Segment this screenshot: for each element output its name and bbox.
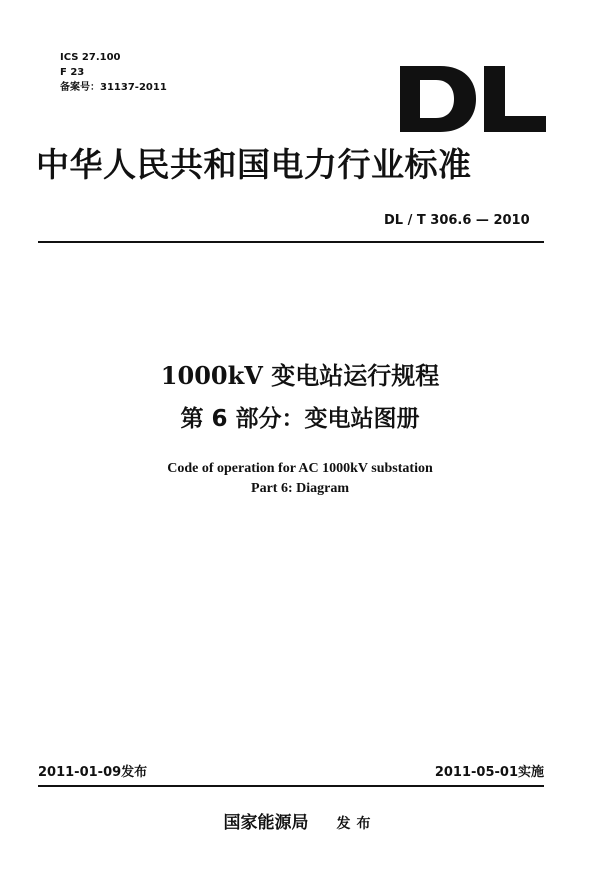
filing-number: 备案号：31137-2011 [60,82,167,93]
document-title-zh-line1: 1000kV 变电站运行规程 [160,361,440,390]
ics-code: ICS 27.100 [60,52,121,63]
publisher-name: 国家能源局 [223,813,309,833]
document-title-en-line2: Part 6: Diagram [251,481,349,496]
logo-letter-l [484,66,546,132]
logo-letter-d [400,66,476,132]
document-title-zh-line2: 第 6 部分：变电站图册 [180,406,420,432]
document-title-en-line1: Code of operation for AC 1000kV substation [167,461,433,476]
dl-logo-graphic [398,64,548,134]
dl-logo [398,64,548,134]
footer-divider [38,785,544,787]
issue-date: 2011-01-09发布 [38,765,148,780]
category-code: F 23 [60,67,85,78]
document-metadata [60,50,167,95]
publisher-line [0,811,600,836]
standard-number: DL / T 306.6 — 2010 [384,213,530,228]
standard-category-title: 中华人民共和国电力行业标准 [36,145,472,184]
publisher-action: 发布 [336,816,377,832]
implementation-date: 2011-05-01实施 [434,765,544,780]
header-divider [38,241,544,243]
